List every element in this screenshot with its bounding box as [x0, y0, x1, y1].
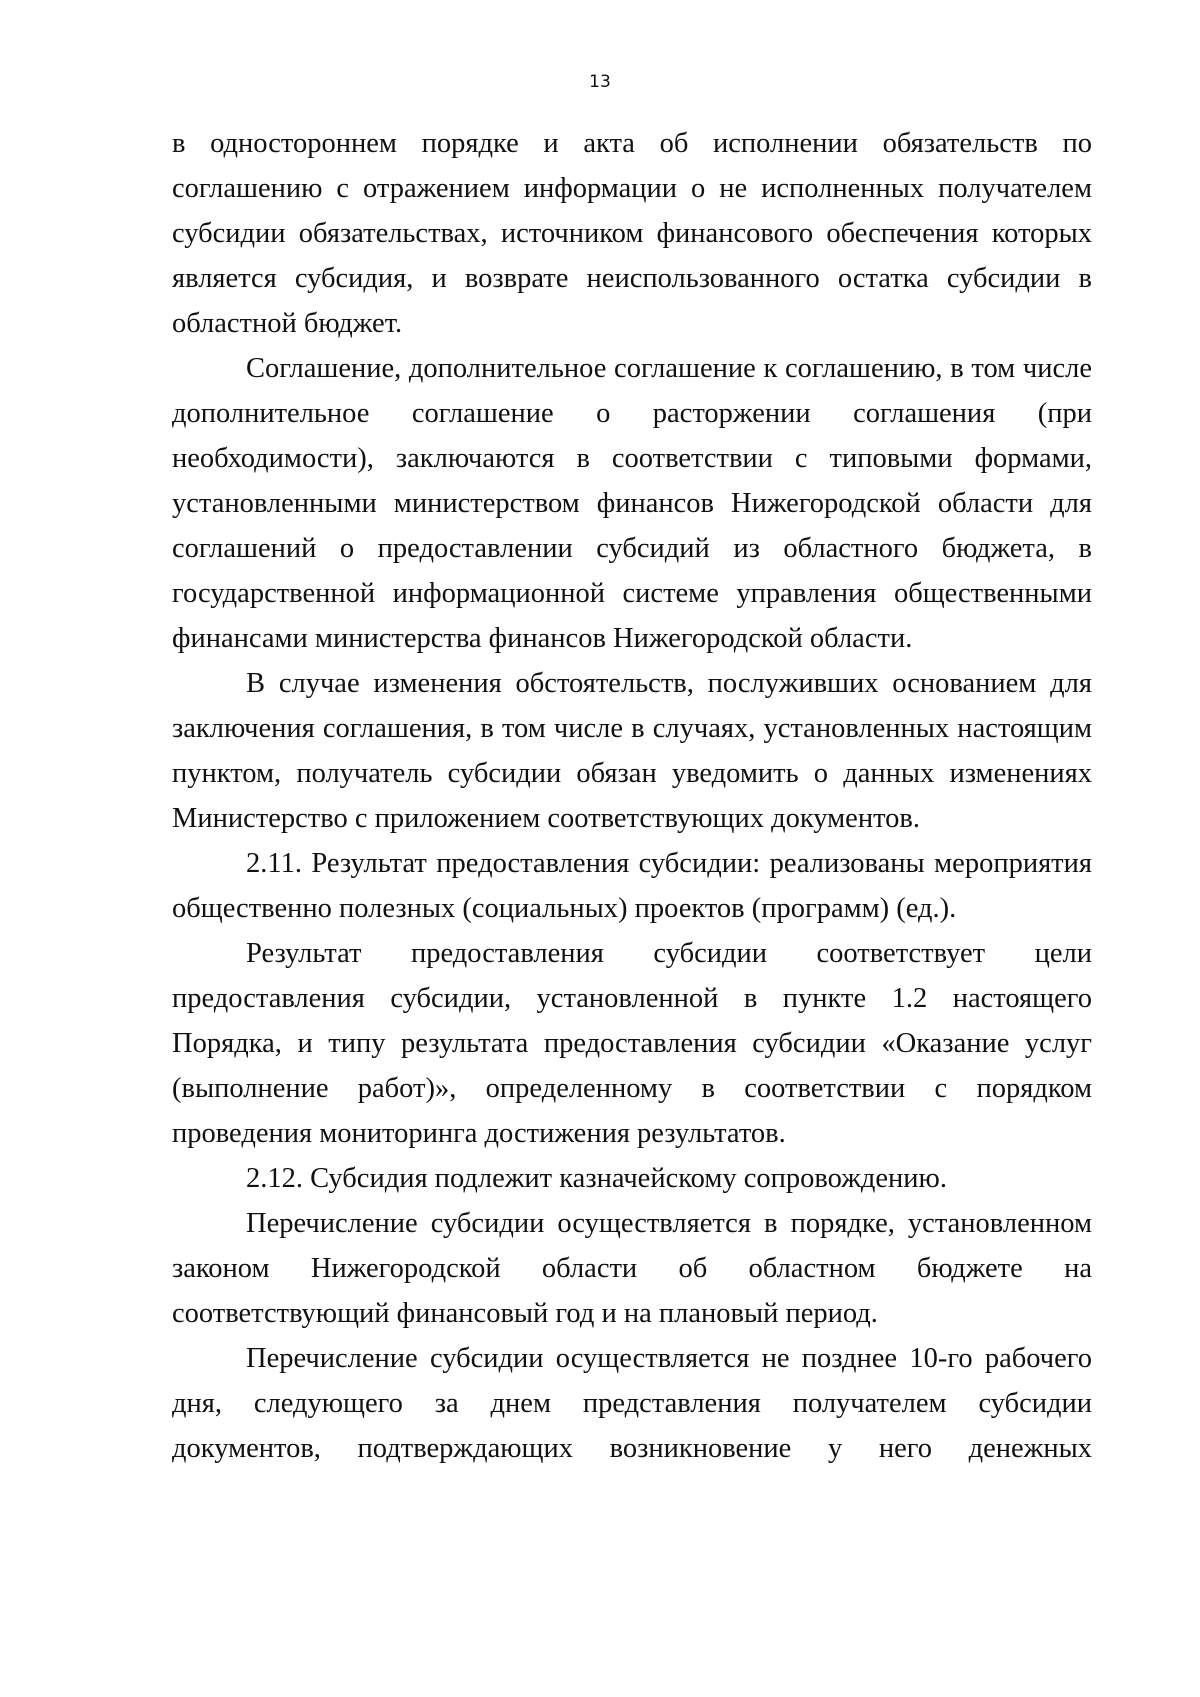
page-number: 13 [589, 72, 611, 92]
paragraph-result-correspondence: Результат предоставления субсидии соответствует цели предоставления субсидии, установленной в пункте 1.2 настоящего Порядка, и типу результата предоставления субсидии «Оказание услуг (выполнение работ)», определенному в соответствии с порядком проведения мониторинга достижения результатов. [172, 938, 1092, 1149]
paragraph-transfer-deadline: Перечисление субсидии осуществляется не позднее 10-го рабочего дня, следующего за днем представления получателем субсидии документов, подтверждающих возникновение у него денежных [172, 1343, 1092, 1464]
paragraph-continuation: в одностороннем порядке и акта об исполнении обязательств по соглашению с отражением информации о не исполненных получателем субсидии обязательствах, источником финансового обеспечения которых является субсидия, и возврате неиспользованного остатка субсидии в областной бюджет. [172, 128, 1092, 339]
paragraph-agreement-forms: Соглашение, дополнительное соглашение к соглашению, в том числе дополнительное соглашение о расторжении соглашения (при необходимости), заключаются в соответствии с типовыми формами, установленными министерством финансов Нижегородской области для соглашений о предоставлении субсидий из областного бюджета, в государственной информационной системе управления общественными финансами министерства финансов Нижегородской области. [172, 353, 1092, 654]
document-body [172, 121, 1092, 1471]
paragraph-transfer-order: Перечисление субсидии осуществляется в порядке, установленном законом Нижегородской области об областном бюджете на соответствующий финансовый год и на плановый период. [172, 1208, 1092, 1329]
paragraph-2-11-result: 2.11. Результат предоставления субсидии: реализованы мероприятия общественно полезных (социальных) проектов (программ) (ед.). [172, 848, 1092, 924]
paragraph-changes-notification: В случае изменения обстоятельств, послуживших основанием для заключения соглашения, в том числе в случаях, установленных настоящим пунктом, получатель субсидии обязан уведомить о данных изменениях Министерство с приложением соответствующих документов. [172, 668, 1092, 834]
paragraph-2-12-treasury: 2.12. Субсидия подлежит казначейскому сопровождению. [246, 1163, 947, 1194]
